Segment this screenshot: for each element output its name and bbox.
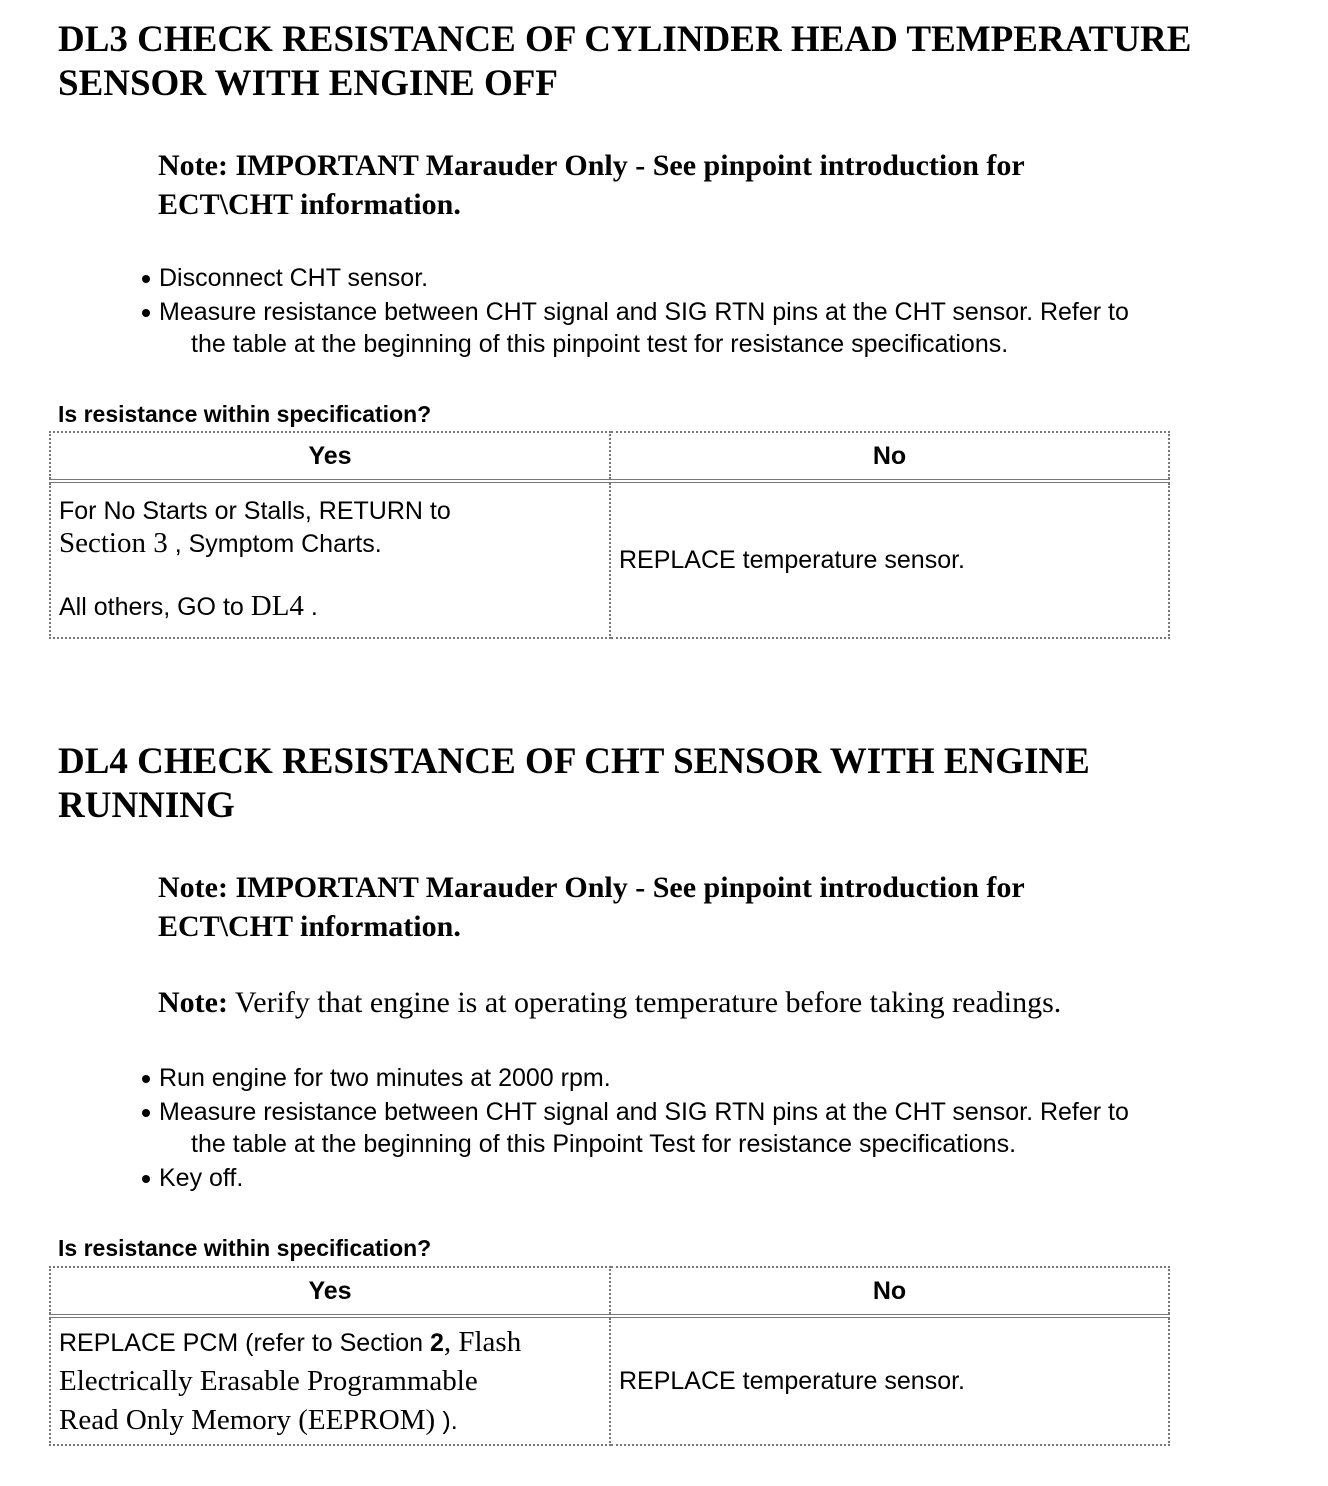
dl3-result-table (49, 431, 1170, 639)
yes-text-f: ). (442, 1406, 458, 1435)
dl3-heading (58, 18, 1308, 106)
yes-text-2a: All others, GO to (59, 593, 251, 621)
dl3-note (158, 146, 1268, 224)
bullet-icon (142, 309, 150, 317)
list-item (140, 1062, 1270, 1094)
table-row (50, 481, 1169, 638)
dl4-heading (58, 740, 1308, 828)
dl3-note-label: Note: (158, 149, 228, 182)
dl3-note-text2: ECT\CHT information. (158, 188, 461, 221)
dl3-note-text: IMPORTANT Marauder Only - See pinpoint introduction for (235, 149, 1025, 182)
dl4-heading-line1: DL4 CHECK RESISTANCE OF CHT SENSOR WITH ENGINE (58, 741, 1090, 782)
yes-text-1b: , Symptom Charts. (167, 530, 382, 558)
dl3-heading-line1: DL3 CHECK RESISTANCE OF CYLINDER HEAD TEMPERATURE (58, 19, 1192, 60)
bullet-icon (142, 1075, 150, 1083)
dl4-note2-text: Verify that engine is at operating temperature before taking readings. (227, 986, 1062, 1019)
no-cell (610, 481, 1169, 638)
step-text: Disconnect CHT sensor. (159, 264, 429, 292)
dl3-question: Is resistance within specification? (58, 401, 432, 427)
no-header: No (610, 432, 1169, 481)
list-item (140, 296, 1270, 360)
yes-cell (50, 481, 610, 638)
bullet-icon (142, 1109, 150, 1117)
step-text: Measure resistance between CHT signal and SIG RTN pins at the CHT sensor. Refer to (159, 1098, 1129, 1126)
yes-text-c: , Flash (443, 1325, 522, 1358)
dl4-question: Is resistance within specification? (58, 1235, 432, 1261)
yes-header: Yes (50, 432, 610, 481)
section-3-link[interactable]: Section 3 (59, 527, 168, 559)
step-text: Key off. (159, 1164, 244, 1192)
table-header-row (50, 1267, 1169, 1316)
eeprom-link-line2[interactable]: Read Only Memory (EEPROM) (59, 1403, 443, 1436)
dl4-note1-label: Note: (158, 871, 228, 904)
no-cell (610, 1316, 1169, 1445)
list-item (140, 262, 1270, 294)
dl4-note1-text2: ECT\CHT information. (158, 910, 461, 943)
dl4-note-temperature (158, 983, 1268, 1022)
step-text: Measure resistance between CHT signal and SIG RTN pins at the CHT sensor. Refer to (159, 298, 1129, 326)
dl4-note2-label: Note: (158, 986, 228, 1019)
step-text: Run engine for two minutes at 2000 rpm. (159, 1064, 611, 1092)
bullet-icon (142, 275, 150, 283)
step-text-cont: the table at the beginning of this pinpoint test for resistance specifications. (191, 330, 1009, 358)
table-header-row (50, 432, 1169, 481)
no-text: REPLACE temperature sensor. (619, 545, 965, 574)
yes-cell (50, 1316, 610, 1445)
table-row (50, 1316, 1169, 1445)
no-text: REPLACE temperature sensor. (619, 1366, 965, 1395)
yes-text-2b: . (303, 593, 318, 621)
dl4-heading-line2: RUNNING (58, 785, 235, 826)
step-text-cont: the table at the beginning of this Pinpoint Test for resistance specifications. (191, 1130, 1017, 1158)
dl4-note1-text: IMPORTANT Marauder Only - See pinpoint introduction for (235, 871, 1025, 904)
yes-text-1a: For No Starts or Stalls, RETURN to (59, 497, 451, 525)
dl3-heading-line2: SENSOR WITH ENGINE OFF (58, 63, 558, 104)
list-item (140, 1096, 1270, 1160)
section-2-link[interactable]: 2 (429, 1328, 444, 1357)
bullet-icon (142, 1175, 150, 1183)
dl3-steps-list (140, 262, 1270, 362)
no-header: No (610, 1267, 1169, 1316)
dl4-result-table (49, 1266, 1170, 1446)
dl4-link[interactable]: DL4 (250, 590, 304, 622)
list-item (140, 1162, 1270, 1194)
eeprom-link-line1[interactable]: Electrically Erasable Programmable (59, 1364, 478, 1397)
dl4-steps-list (140, 1062, 1270, 1196)
yes-header: Yes (50, 1267, 610, 1316)
dl4-note-important (158, 868, 1268, 946)
yes-text-a: REPLACE PCM (refer to Section (59, 1328, 430, 1357)
